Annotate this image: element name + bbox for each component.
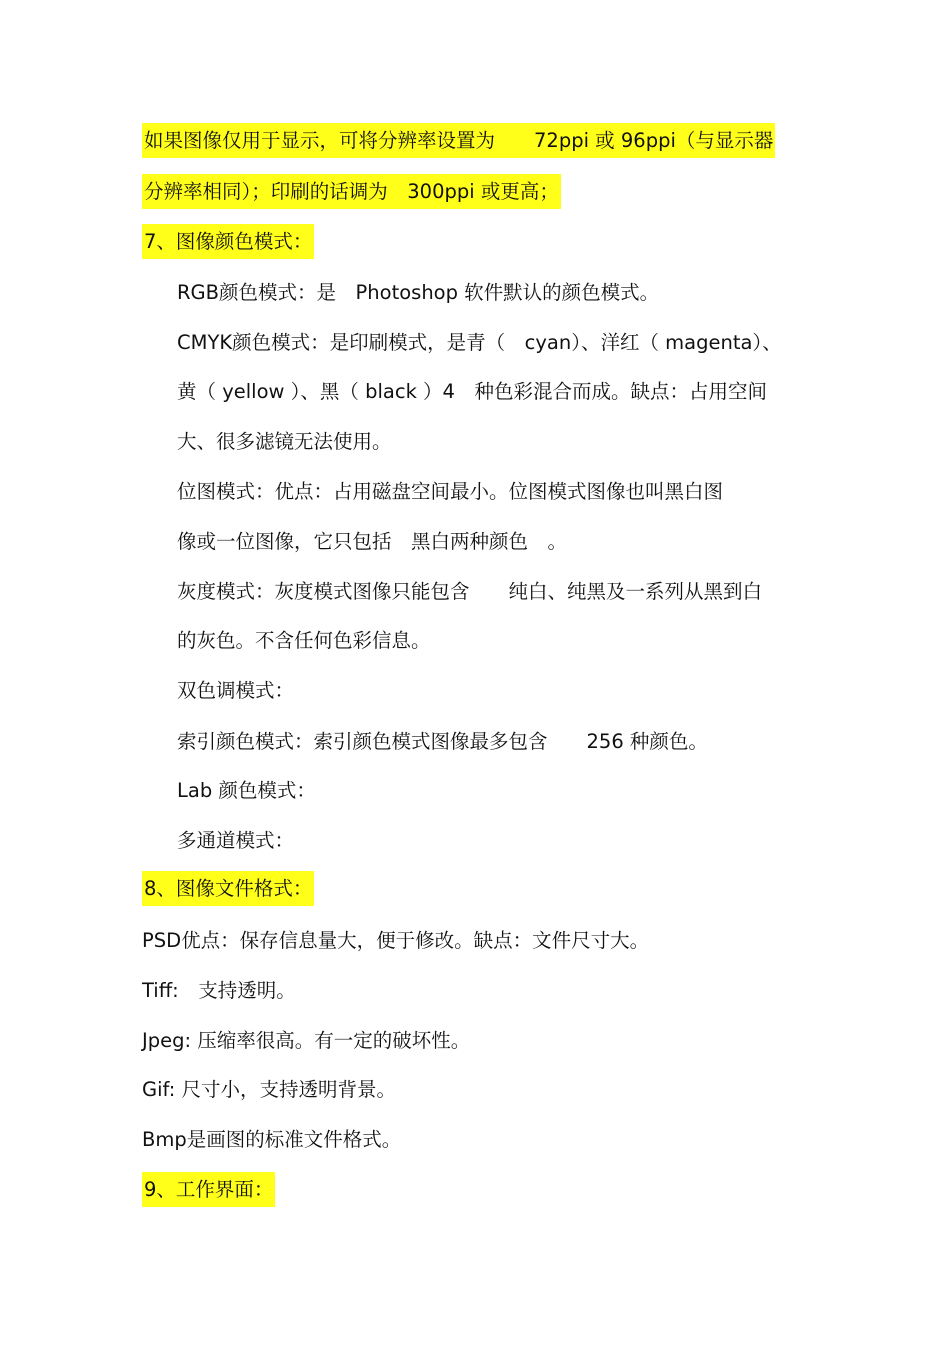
section-7-heading: 7、图像颜色模式：	[142, 224, 314, 259]
section-9-heading-row	[142, 1177, 275, 1203]
section-8-heading-row	[142, 876, 314, 902]
section-9-heading: 9、工作界面：	[142, 1172, 275, 1207]
duotone-mode-text: 双色调模式：	[177, 679, 295, 702]
grayscale-mode-text-1: 灰度模式：灰度模式图像只能包含 纯白、纯黑及一系列从黑到白	[177, 580, 763, 603]
bitmap-mode-text-2: 像或一位图像，它只包括 黑白两种颜色 。	[177, 530, 568, 553]
bmp-format-text: Bmp是画图的标准文件格式。	[142, 1128, 402, 1151]
jpeg-format-text: Jpeg: 压缩率很高。有一定的破坏性。	[142, 1029, 471, 1052]
cmyk-mode-text-1: CMYK颜色模式：是印刷模式，是青（ cyan）、洋红（ magenta）、	[177, 331, 782, 354]
psd-format-text: PSD优点：保存信息量大，便于修改。缺点：文件尺寸大。	[142, 929, 650, 952]
intro-line-2: 分辨率相同）；印刷的话调为 300ppi 或更高；	[142, 174, 561, 209]
lab-mode-text: Lab 颜色模式：	[177, 779, 316, 802]
cmyk-mode-text-3: 大、很多滤镜无法使用。	[177, 430, 392, 453]
intro-line-1-row	[142, 128, 775, 154]
section-8-heading: 8、图像文件格式：	[142, 871, 314, 906]
rgb-mode-text: RGB颜色模式：是 Photoshop 软件默认的颜色模式。	[177, 281, 660, 304]
cmyk-mode-text-2: 黄（ yellow ）、黑（ black ）4 种色彩混合而成。缺点：占用空间	[177, 380, 767, 403]
intro-line-1: 如果图像仅用于显示，可将分辨率设置为 72ppi 或 96ppi（与显示器	[142, 123, 775, 158]
gif-format-text: Gif: 尺寸小，支持透明背景。	[142, 1078, 396, 1101]
section-7-heading-row	[142, 229, 314, 255]
bitmap-mode-text-1: 位图模式：优点：占用磁盘空间最小。位图模式图像也叫黑白图	[177, 480, 724, 503]
multichannel-mode-text: 多通道模式：	[177, 829, 295, 852]
tiff-format-text: Tiff: 支持透明。	[142, 979, 296, 1002]
grayscale-mode-text-2: 的灰色。不含任何色彩信息。	[177, 629, 431, 652]
indexed-mode-text: 索引颜色模式：索引颜色模式图像最多包含 256 种颜色。	[177, 730, 708, 753]
intro-line-2-row	[142, 179, 561, 205]
